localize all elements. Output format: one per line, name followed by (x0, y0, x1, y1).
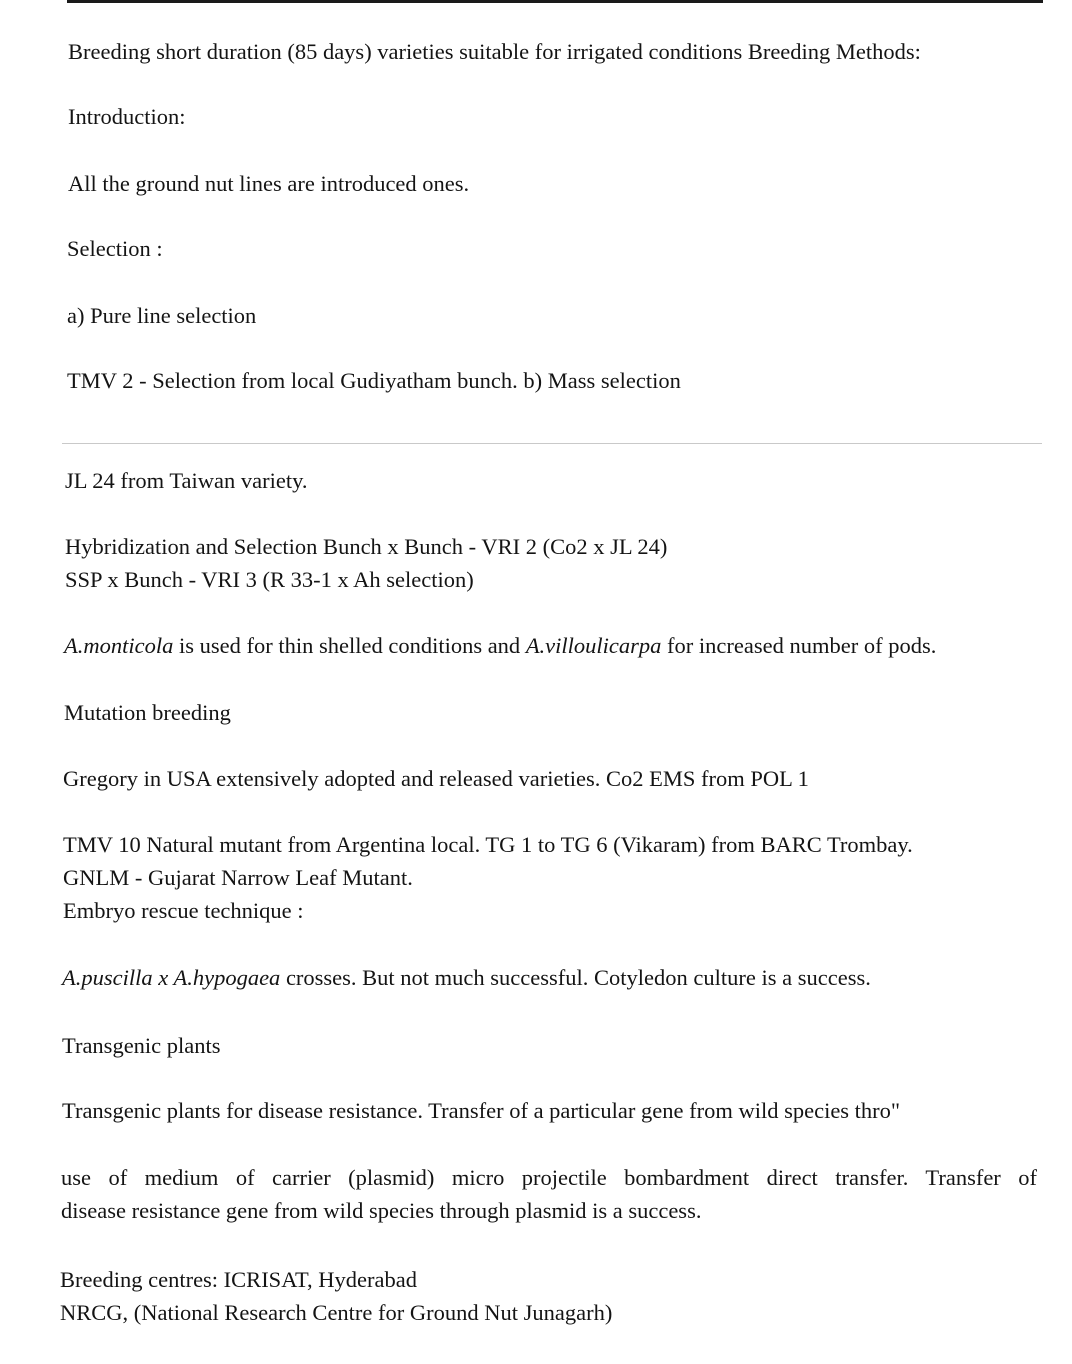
centres-line-1: Breeding centres: ICRISAT, Hyderabad (60, 1267, 417, 1292)
tmv10-line-1: TMV 10 Natural mutant from Argentina local. TG 1 to TG 6 (Vikaram) from BARC Trombay. (63, 832, 913, 857)
hybridization-line-1: Hybridization and Selection Bunch x Bunch - VRI 2 (Co2 x JL 24) (65, 534, 668, 559)
cross-line (62, 961, 871, 994)
cross-line-text: crosses. But not much successful. Cotyledon culture is a success. (280, 965, 871, 990)
transgenic-text-2-line-1: use of medium of carrier (plasmid) micro projectile bombardment direct transfer. Transfer of (61, 1165, 1037, 1190)
transgenic-text-2-line-2: disease resistance gene from wild species through plasmid is a success. (61, 1198, 702, 1223)
species-puscilla: A.puscilla (62, 965, 153, 990)
species-line (64, 629, 936, 662)
section-divider (62, 443, 1042, 444)
tmv10-line-2: GNLM - Gujarat Narrow Leaf Mutant. (63, 865, 413, 890)
heading: Breeding short duration (85 days) varieties suitable for irrigated conditions Breeding Methods: (68, 39, 921, 64)
species-monticola: A.monticola (64, 633, 174, 658)
embryo-label: Embryo rescue technique : (63, 898, 304, 923)
tmv10-block (63, 828, 913, 927)
transgenic-label: Transgenic plants (62, 1033, 221, 1058)
cross-symbol: x (152, 965, 174, 990)
hybridization-block (65, 530, 667, 596)
selection-label: Selection : (67, 236, 163, 261)
transgenic-paragraph-2 (61, 1161, 1037, 1227)
species-hypogaea: A.hypogaea (173, 965, 281, 990)
introduction-label: Introduction: (68, 104, 186, 129)
species-line-text-2: for increased number of pods. (661, 633, 937, 658)
transgenic-text-1: Transgenic plants for disease resistance. Transfer of a particular gene from wild species thro" (62, 1098, 901, 1123)
centres-block (60, 1263, 612, 1329)
tmv2-text: TMV 2 - Selection from local Gudiyatham bunch. b) Mass selection (67, 368, 681, 393)
species-line-text-1: is used for thin shelled conditions and (173, 633, 526, 658)
species-villoulicarpa: A.villoulicarpa (525, 633, 662, 658)
centres-line-2: NRCG, (National Research Centre for Ground Nut Junagarh) (60, 1300, 613, 1325)
mutation-label: Mutation breeding (64, 700, 231, 725)
pure-line-label: a) Pure line selection (67, 303, 257, 328)
hybridization-line-2: SSP x Bunch - VRI 3 (R 33-1 x Ah selection) (65, 567, 474, 592)
jl24-text: JL 24 from Taiwan variety. (65, 468, 308, 493)
introduction-text: All the ground nut lines are introduced ones. (68, 171, 470, 196)
top-rule (67, 0, 1043, 3)
gregory-text: Gregory in USA extensively adopted and released varieties. Co2 EMS from POL 1 (63, 766, 809, 791)
